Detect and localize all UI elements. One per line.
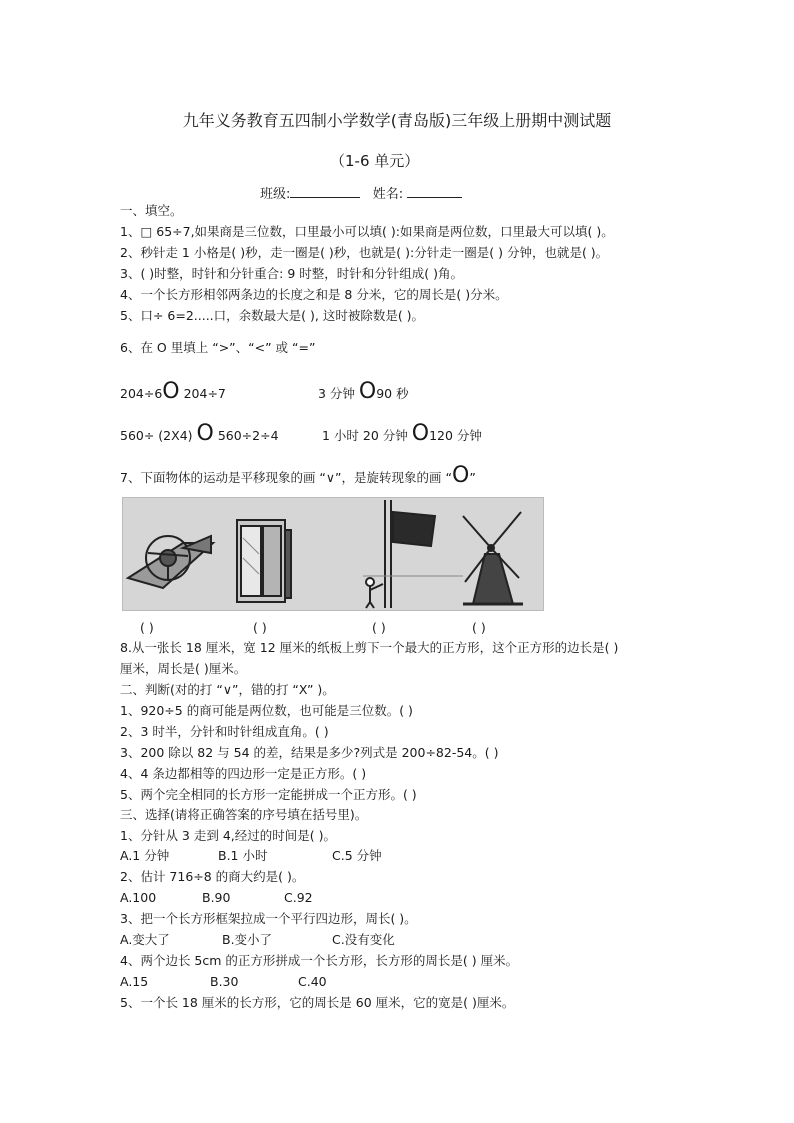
choice-q1-option-c[interactable]: C.5 分钟	[332, 848, 382, 863]
choice-q4: 4、两个边长 5cm 的正方形拼成一个长方形，长方形的周长是( ) 厘米。	[120, 953, 519, 968]
fill-q7: 7、下面物体的运动是平移现象的画 “∨”，是旋转现象的画 “O”	[120, 463, 476, 488]
section2-heading: 二、判断(对的打 “∨”，错的打 “X” )。	[120, 682, 335, 697]
judge-q3: 3、200 除以 82 与 54 的差，结果是多少?列式是 200÷82-54。( )	[120, 745, 499, 760]
compare-circle[interactable]: O	[411, 421, 430, 446]
motion-picture-svg	[123, 498, 543, 610]
motion-objects-picture	[122, 497, 544, 611]
fill-q1: 1、□ 65÷7,如果商是三位数，口里最小可以填( ):如果商是两位数，口里最大可以填( )。	[120, 224, 614, 239]
compare-circle[interactable]: O	[162, 379, 180, 404]
fill-q4: 4、一个长方形相邻两条边的长度之和是 8 分米，它的周长是( )分米。	[120, 287, 508, 302]
compare-a: 204÷6O 204÷7	[120, 379, 226, 404]
compare-d: 1 小时 20 分钟 O120 分钟	[322, 421, 482, 446]
choice-q3: 3、把一个长方形框架拉成一个平行四边形，周长( )。	[120, 911, 417, 926]
fill-q8-line2: 厘米，周长是( )厘米。	[120, 661, 247, 676]
answer-paren-4[interactable]: ( )	[472, 620, 486, 635]
compare-c: 560÷ (2X4) O 560÷2÷4	[120, 421, 279, 446]
choice-q2-option-a[interactable]: A.100	[120, 890, 157, 905]
choice-q3-option-c[interactable]: C.没有变化	[332, 932, 395, 947]
fill-q6: 6、在 O 里填上 “>”、“<” 或 “=”	[120, 340, 316, 355]
compare-circle[interactable]: O	[196, 421, 214, 446]
choice-q4-option-b[interactable]: B.30	[210, 974, 239, 989]
choice-q4-option-c[interactable]: C.40	[298, 974, 327, 989]
choice-q2-option-c[interactable]: C.92	[284, 890, 313, 905]
choice-q4-option-a[interactable]: A.15	[120, 974, 149, 989]
choice-q1-option-b[interactable]: B.1 小时	[218, 848, 268, 863]
student-info-line	[260, 183, 462, 202]
answer-paren-2[interactable]: ( )	[253, 620, 267, 635]
page-title: 九年义务教育五四制小学数学(青岛版)三年级上册期中测试题	[182, 111, 612, 130]
judge-q2: 2、3 时半，分针和时针组成直角。( )	[120, 724, 329, 739]
section3-heading: 三、选择(请将正确答案的序号填在括号里)。	[120, 807, 368, 822]
choice-q2-option-b[interactable]: B.90	[202, 890, 231, 905]
compare-b: 3 分钟 O90 秒	[318, 379, 409, 404]
judge-q5: 5、两个完全相同的长方形一定能拼成一个正方形。( )	[120, 787, 417, 802]
answer-paren-1[interactable]: ( )	[140, 620, 154, 635]
fill-q5: 5、口÷ 6=2.....口，余数最大是( ), 这时被除数是( )。	[120, 308, 425, 323]
name-label: 姓名:	[372, 187, 404, 202]
choice-q1: 1、分针从 3 走到 4,经过的时间是( )。	[120, 828, 336, 843]
answer-paren-3[interactable]: ( )	[372, 620, 386, 635]
class-blank[interactable]	[290, 185, 360, 198]
fill-q3: 3、( )时整，时针和分针重合: 9 时整，时针和分针组成( )角。	[120, 266, 464, 281]
flag-raising-icon	[363, 500, 463, 608]
windmill-icon	[463, 512, 523, 604]
fill-q8-line1: 8.从一张长 18 厘米，宽 12 厘米的纸板上剪下一个最大的正方形，这个正方形的边长是( )	[120, 640, 619, 655]
judge-q4: 4、4 条边都相等的四边形一定是正方形。( )	[120, 766, 367, 781]
fill-q2: 2、秒针走 1 小格是( )秒，走一圈是( )秒，也就是( ):分针走一圈是( ) 分钟，也就是( )。	[120, 245, 609, 260]
compare-circle[interactable]: O	[358, 379, 377, 404]
rotation-circle: O	[451, 463, 470, 488]
name-blank[interactable]	[407, 185, 462, 198]
page-subtitle: （1-6 单元）	[330, 152, 420, 170]
choice-q3-option-a[interactable]: A.变大了	[120, 932, 170, 947]
judge-q1: 1、920÷5 的商可能是两位数，也可能是三位数。( )	[120, 703, 413, 718]
section1-heading: 一、填空。	[120, 203, 183, 218]
steering-wheel-icon	[128, 536, 213, 588]
choice-q5: 5、一个长 18 厘米的长方形，它的周长是 60 厘米，它的宽是( )厘米。	[120, 995, 515, 1010]
choice-q3-option-b[interactable]: B.变小了	[222, 932, 273, 947]
class-label: 班级:	[260, 187, 291, 202]
choice-q1-option-a[interactable]: A.1 分钟	[120, 848, 170, 863]
choice-q2: 2、估计 716÷8 的商大约是( )。	[120, 869, 305, 884]
window-icon	[237, 520, 291, 602]
